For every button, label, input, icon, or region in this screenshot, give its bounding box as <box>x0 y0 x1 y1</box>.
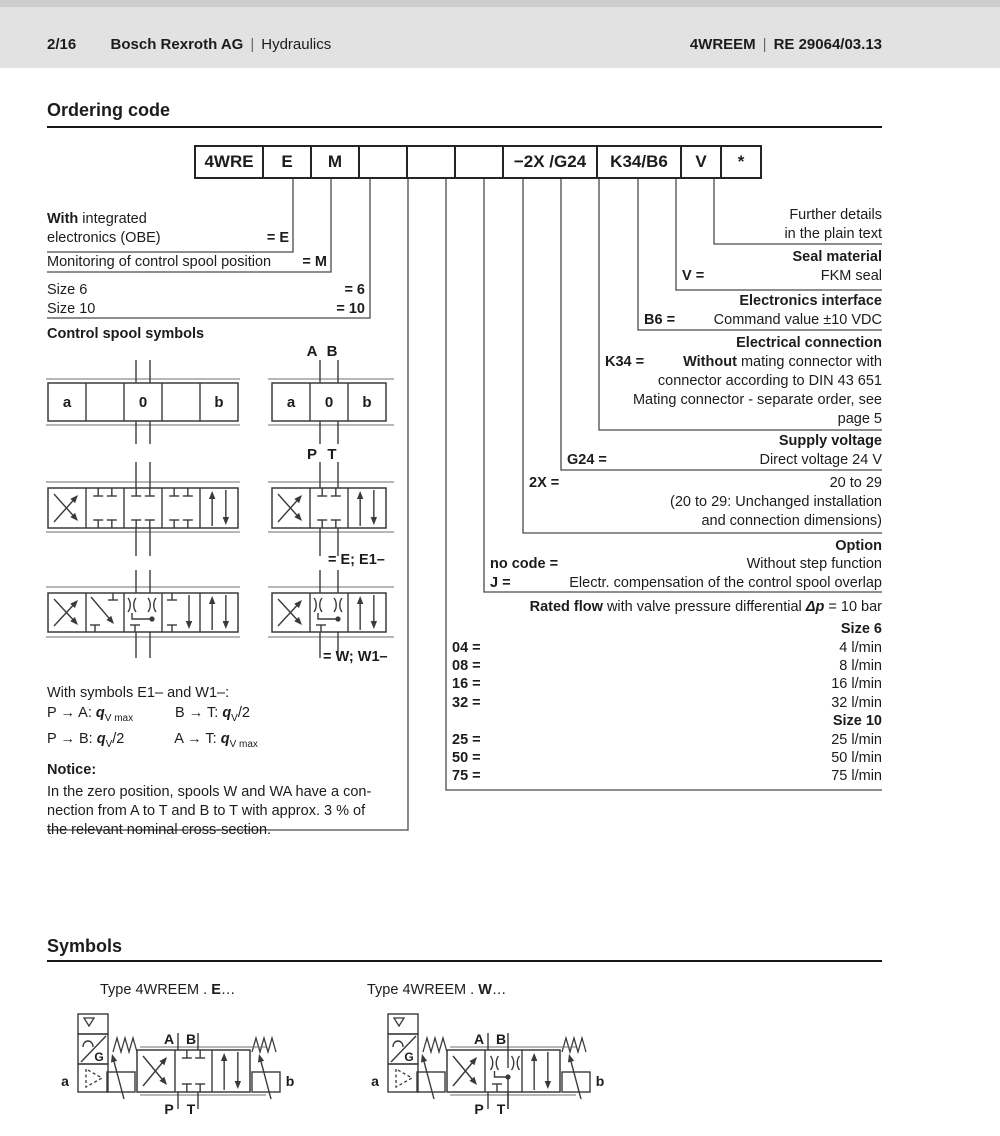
monitoring-label: Monitoring of control spool position <box>47 254 272 270</box>
series-line1: 20 to 29 <box>829 475 882 491</box>
code-g24: G24 = <box>567 451 607 468</box>
spool-symbol-5pos-w <box>46 570 246 674</box>
section-seal-material <box>676 248 882 286</box>
rated-flow-heading: Rated flow with valve pressure differential Δp = 10 bar <box>529 599 882 615</box>
series-line2: (20 to 29: Unchanged installation <box>669 494 882 510</box>
connection-line4: page 5 <box>837 411 882 427</box>
obe-line1: With integrated <box>47 211 147 227</box>
valve-label: P <box>164 1101 174 1117</box>
code-box: −2X /G24 <box>502 145 598 179</box>
valve-label: B <box>495 1031 507 1047</box>
code-b6: B6 = <box>644 312 676 328</box>
size6-label: Size 6 <box>47 282 88 298</box>
section-further-details <box>714 206 882 244</box>
valve-label: T <box>327 446 337 462</box>
flow-row: 04 = 4 l/min <box>452 640 882 656</box>
code-6: = 6 <box>344 282 365 298</box>
valve-diagram-type-w <box>360 1002 680 1136</box>
connection-heading: Electrical connection <box>736 335 882 351</box>
header-separator: | <box>762 36 767 53</box>
valve-label: b <box>285 1073 295 1089</box>
notice-heading: Notice: <box>47 761 97 778</box>
header-separator: | <box>250 36 255 53</box>
division-name: Hydraulics <box>261 36 332 53</box>
size10-flow-label: Size 10 <box>832 712 882 729</box>
code-box: M <box>310 145 360 179</box>
spool-symbol-3pos-neutral <box>268 340 400 462</box>
connection-line3: Mating connector - separate order, see <box>632 392 882 408</box>
size6-flow-rows <box>452 639 882 712</box>
valve-label: 0 <box>138 394 148 411</box>
series-line3: and connection dimensions) <box>701 513 882 529</box>
code-box: * <box>720 145 762 179</box>
section-monitoring <box>47 253 327 271</box>
code-10: = 10 <box>336 301 365 317</box>
spool-symbol-5pos-e <box>46 458 246 562</box>
option-heading: Option <box>835 538 882 554</box>
valve-label: A <box>163 1031 175 1047</box>
option-row: no code = Without step function <box>490 556 882 572</box>
spool-symbol-5pos-neutral <box>46 352 246 448</box>
symbols-title: Symbols <box>47 936 123 956</box>
valve-label: b <box>362 394 372 411</box>
section-size10 <box>47 300 365 319</box>
obe-line2: electronics (OBE) <box>47 230 161 246</box>
size10-flow-rows <box>452 731 882 786</box>
interface-value: Command value ±10 VDC <box>713 312 882 328</box>
spool-w-code: = W; W1– <box>323 649 388 665</box>
spool-notes <box>47 684 407 840</box>
valve-label: 0 <box>324 394 334 411</box>
valve-label: T <box>186 1101 196 1117</box>
section-obe <box>47 210 289 248</box>
option-rows <box>490 555 882 592</box>
code-m: = M <box>302 254 327 270</box>
option-row: J = Electr. compensation of the control spool overlap <box>490 574 882 591</box>
size6-flow-label: Size 6 <box>840 621 882 637</box>
valve-label: a <box>371 1073 379 1089</box>
section-series <box>523 474 882 531</box>
product-name: 4WREEM <box>689 36 756 53</box>
document-number: RE 29064/03.13 <box>773 36 882 53</box>
section-supply-voltage <box>561 432 882 469</box>
notice-line3: the relevant nominal cross-section. <box>47 821 272 838</box>
valve-label: a <box>61 1073 69 1089</box>
supply-heading: Supply voltage <box>778 433 882 449</box>
spool-symbols-heading: Control spool symbols <box>47 326 205 342</box>
section-electronics-interface <box>638 292 882 330</box>
type-w-label: Type 4WREEM . W… <box>367 982 507 998</box>
valve-label: G <box>404 1050 414 1064</box>
flow-row: 08 = 8 l/min <box>452 658 882 675</box>
notice-line1: In the zero position, spools W and WA have a con- <box>47 783 372 800</box>
flow-row: 16 = 16 l/min <box>452 676 882 693</box>
valve-label: P <box>306 446 318 462</box>
valve-label: A <box>306 343 318 360</box>
code-box: V <box>680 145 722 179</box>
further-details-line1: Further details <box>789 207 882 223</box>
valve-label: a <box>62 394 72 411</box>
valve-label: b <box>595 1073 605 1089</box>
section-electrical-connection <box>599 334 882 429</box>
code-box: 4WRE <box>194 145 264 179</box>
seal-value: FKM seal <box>820 268 882 284</box>
flow-row: 32 = 32 l/min <box>452 694 882 711</box>
section-option <box>484 537 882 592</box>
spool-symbol-3pos-e <box>268 458 400 562</box>
code-k34: K34 = <box>605 354 645 370</box>
valve-label: B <box>185 1031 197 1047</box>
valve-label: P <box>474 1101 484 1117</box>
symbols-rule <box>47 960 882 962</box>
valve-label: T <box>496 1101 506 1117</box>
connection-line1: Without mating connector with <box>683 354 882 370</box>
page-number: 2/16 <box>47 36 77 53</box>
flow-formula-2: P → B: $q_V/2$ A → T: $q_{V max}$ <box>47 730 258 750</box>
valve-label: a <box>286 394 296 411</box>
section-size6 <box>47 281 365 300</box>
seal-heading: Seal material <box>792 249 882 265</box>
notice-line2: nection from A to T and B to T with approx. 3 % of <box>47 802 366 819</box>
type-e-label: Type 4WREEM . E… <box>100 982 236 998</box>
section-rated-flow <box>446 598 882 785</box>
code-e: = E <box>266 230 289 246</box>
further-details-line2: in the plain text <box>784 226 882 242</box>
connection-line2: connector according to DIN 43 651 <box>657 373 882 389</box>
flow-formula-1: P → A: $q_{V max}$ B → T: $q_V/2$ <box>47 705 250 724</box>
valve-label: A <box>473 1031 485 1047</box>
ordering-code-title: Ordering code <box>47 100 171 120</box>
supply-value: Direct voltage 24 V <box>759 451 882 468</box>
code-box: E <box>262 145 312 179</box>
valve-diagram-type-e <box>50 1002 370 1136</box>
flow-row: 75 = 75 l/min <box>452 768 882 785</box>
size10-label: Size 10 <box>47 301 96 317</box>
flow-row: 50 = 50 l/min <box>452 750 882 767</box>
code-2x: 2X = <box>529 475 560 491</box>
flow-row: 25 = 25 l/min <box>452 731 882 748</box>
valve-label: G <box>94 1050 104 1064</box>
code-box: K34/B6 <box>596 145 682 179</box>
valve-label: b <box>214 394 224 411</box>
company-name: Bosch Rexroth AG <box>110 36 244 53</box>
interface-heading: Electronics interface <box>739 293 882 309</box>
spool-e-code: = E; E1– <box>328 552 385 568</box>
with-symbols-line: With symbols E1– and W1–: <box>47 685 230 701</box>
valve-label: B <box>326 343 338 360</box>
code-v: V = <box>682 268 705 284</box>
